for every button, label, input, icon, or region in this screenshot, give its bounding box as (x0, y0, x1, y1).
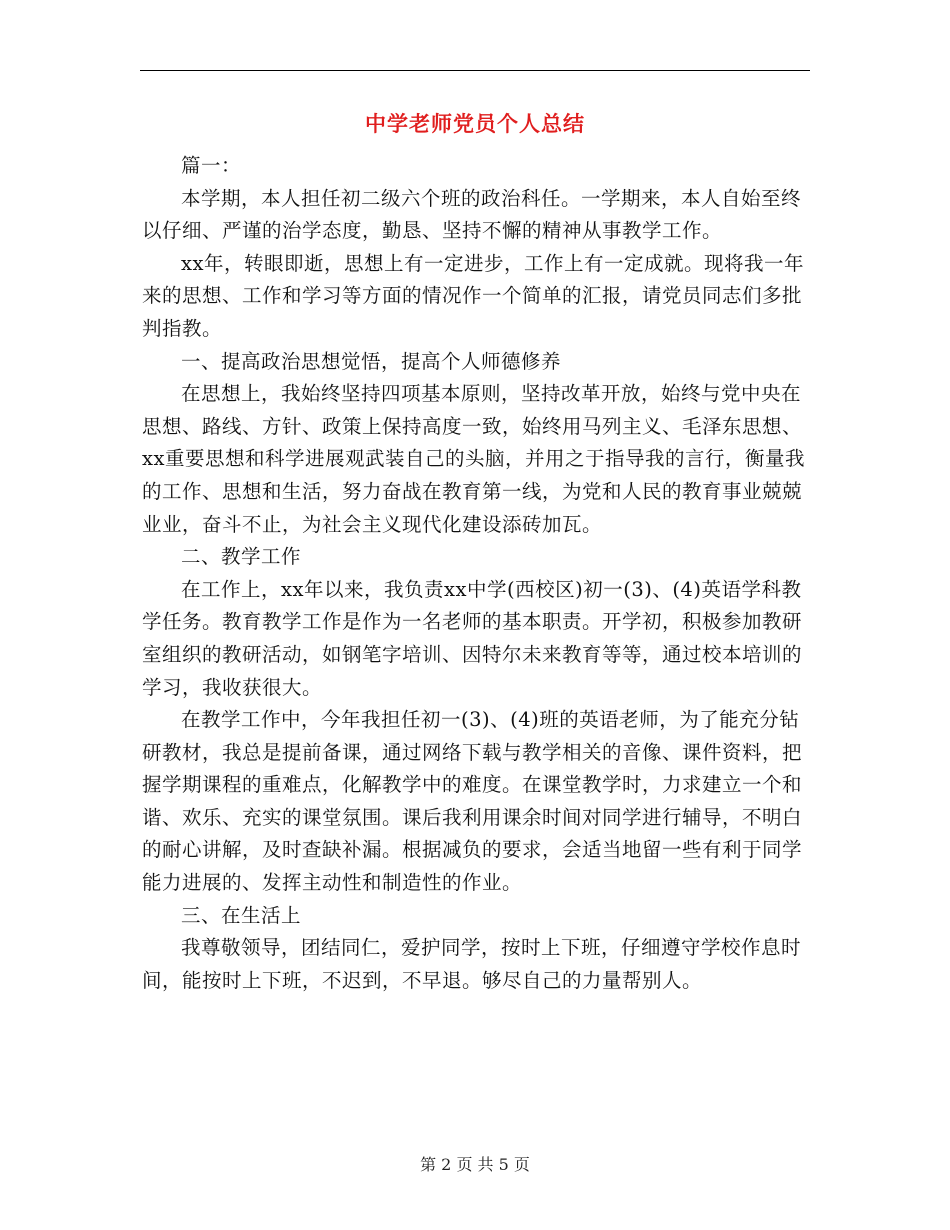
document-title: 中学老师党员个人总结 (365, 111, 585, 136)
paragraph: 在工作上，xx年以来，我负责xx中学(西校区)初一(3)、(4)英语学科教学任务。教育教学工作是作为一名老师的基本职责。开学初，积极参加教研室组织的教研活动，如钢笔字培训、因特尔未来教育等等，通过校本培训的学习，我收获很大。 (142, 577, 803, 699)
section-heading: 一、提高政治思想觉悟，提高个人师德修养 (181, 349, 562, 373)
paragraph: xx年，转眼即逝，思想上有一定进步，工作上有一定成就。现将我一年来的思想、工作和学习等方面的情况作一个简单的汇报，请党员同志们多批判指教。 (142, 251, 804, 340)
paragraph: 我尊敬领导，团结同仁，爱护同学，按时上下班，仔细遵守学校作息时间，能按时上下班，不迟到，不早退。够尽自己的力量帮别人。 (142, 936, 802, 992)
paragraph: 本学期，本人担任初二级六个班的政治科任。一学期来，本人自始至终以仔细、严谨的治学态度，勤恳、坚持不懈的精神从事教学工作。 (142, 186, 802, 243)
page-number-footer: 第 2 页 共 5 页 (420, 1155, 530, 1174)
header-rule (140, 70, 810, 71)
paragraph: 篇一： (181, 154, 242, 177)
section-heading: 三、在生活上 (181, 903, 302, 927)
document-body (142, 150, 810, 997)
paragraph: 在思想上，我始终坚持四项基本原则，坚持改革开放，始终与党中央在思想、路线、方针、政策上保持高度一致，始终用马列主义、毛泽东思想、xx重要思想和科学进展观武装自己的头脑，并用之于指导我的言行，衡量我的工作、思想和生活，努力奋战在教育第一线，为党和人民的教育事业兢兢业业，奋斗不止，为社会主义现代化建设添砖加瓦。 (142, 382, 805, 536)
paragraph: 在教学工作中，今年我担任初一(3)、(4)班的英语老师，为了能充分钻研教材，我总是提前备课，通过网络下载与教学相关的音像、课件资料，把握学期课程的重难点，化解教学中的难度。在课堂教学时，力求建立一个和谐、欢乐、充实的课堂氛围。课后我利用课余时间对同学进行辅导，不明白的耐心讲解，及时查缺补漏。根据减负的要求，会适当地留一些有利于同学能力进展的、发挥主动性和制造性的作业。 (142, 708, 803, 895)
section-heading: 二、教学工作 (181, 545, 302, 569)
